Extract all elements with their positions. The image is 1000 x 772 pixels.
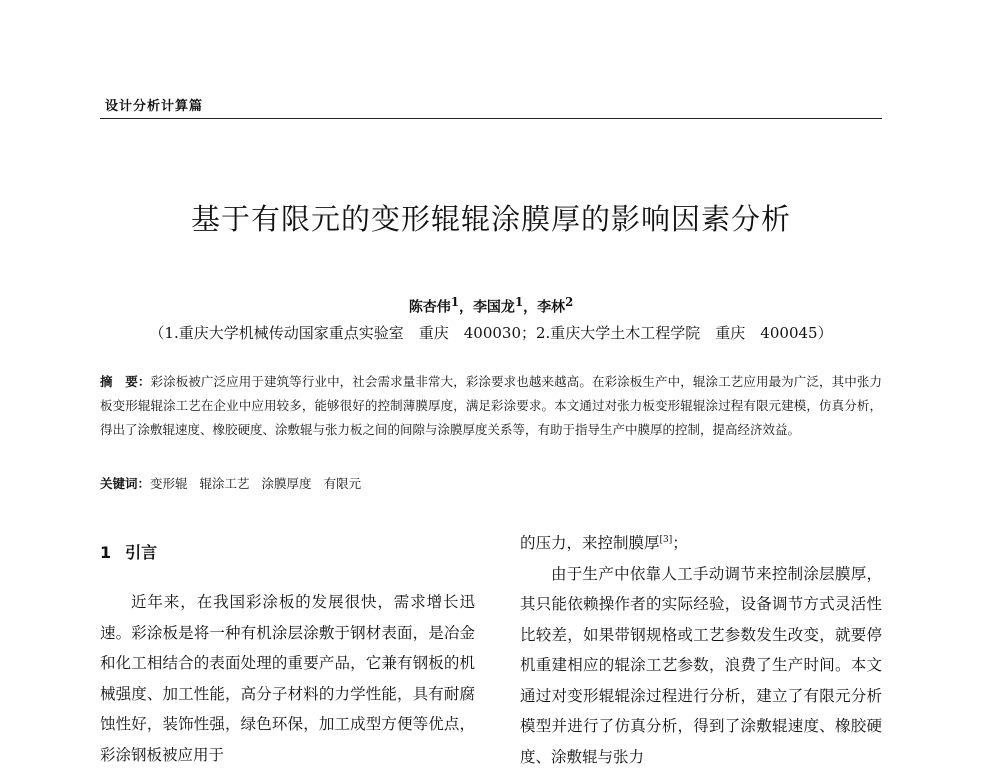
- author-name: 陈杏伟: [408, 299, 451, 316]
- author-affiliation-mark: 1: [514, 295, 524, 309]
- keyword: 变形辊: [150, 476, 188, 491]
- abstract-label: 摘 要：: [100, 374, 151, 389]
- left-column: [100, 540, 475, 770]
- body-paragraph: 由于生产中依靠人工手动调节来控制涂层膜厚，其只能依赖操作者的实际经验，设备调节方式灵活性比较差，如果带钢规格或工艺参数发生改变，就要停机重建相应的辊涂工艺参数，浪费了生产时间。本文通过对变形辊辊涂过程进行分析，建立了有限元分析模型并进行了仿真分析，得到了涂敷辊速度、橡胶硬度、涂敷辊与张力: [520, 564, 882, 766]
- section-heading: [100, 540, 475, 563]
- right-column: [520, 525, 882, 772]
- author-affiliation-mark: 2: [565, 295, 574, 309]
- abstract: [100, 370, 882, 442]
- body-paragraph: 近年来，在我国彩涂板的发展很快，需求增长迅速。彩涂板是将一种有机涂层涂敷于钢材表面，是冶金和化工相结合的表面处理的重要产品，它兼有钢板的机械强度、加工性能，高分子材料的力学性能，具有耐腐蚀性好，装饰性强，绿色环保，加工成型方便等优点，彩涂钢板被应用于: [100, 593, 475, 764]
- keyword: 涂膜厚度: [261, 476, 312, 491]
- abstract-text: 彩涂板被广泛应用于建筑等行业中，社会需求量非常大，彩涂要求也越来越高。在彩涂板生产中，辊涂工艺应用最为广泛，其中张力板变形辊辊涂工艺在企业中应用较多，能够很好的控制薄膜厚度，满足彩涂要求。本文通过对张力板变形辊辊涂过程有限元建模，仿真分析，得出了涂敷辊速度、橡胶硬度、涂敷辊与张力板之间的间隙与涂膜厚度关系等，有助于指导生产中膜厚的控制，提高经济效益。: [100, 374, 882, 437]
- author-affiliation-mark: 1: [450, 295, 459, 309]
- affiliation-line: （1.重庆大学机械传动国家重点实验室 重庆 400030；2.重庆大学土木工程学院 重庆 400045）: [149, 324, 833, 342]
- section-number: 1: [100, 543, 112, 562]
- keyword: 辊涂工艺: [199, 476, 250, 491]
- header-rule: [100, 118, 882, 119]
- section-title: 引言: [125, 543, 158, 562]
- author-name: 李国龙: [472, 299, 515, 316]
- keyword: 有限元: [323, 476, 362, 491]
- running-head: 设计分析计算篇: [105, 99, 204, 114]
- paper-title: 基于有限元的变形辊辊涂膜厚的影响因素分析: [190, 202, 791, 236]
- continued-punct: ；: [672, 534, 688, 553]
- keywords-label: 关键词：: [100, 476, 151, 491]
- author-name: 李林: [537, 299, 566, 316]
- citation-ref: [3]: [659, 535, 673, 545]
- continued-line: [520, 525, 882, 559]
- author-line: 陈杏伟$^1$，李国龙$^1$，李林$^2$: [408, 295, 574, 316]
- keywords: [100, 472, 882, 496]
- continued-text: 的压力，来控制膜厚: [520, 534, 660, 553]
